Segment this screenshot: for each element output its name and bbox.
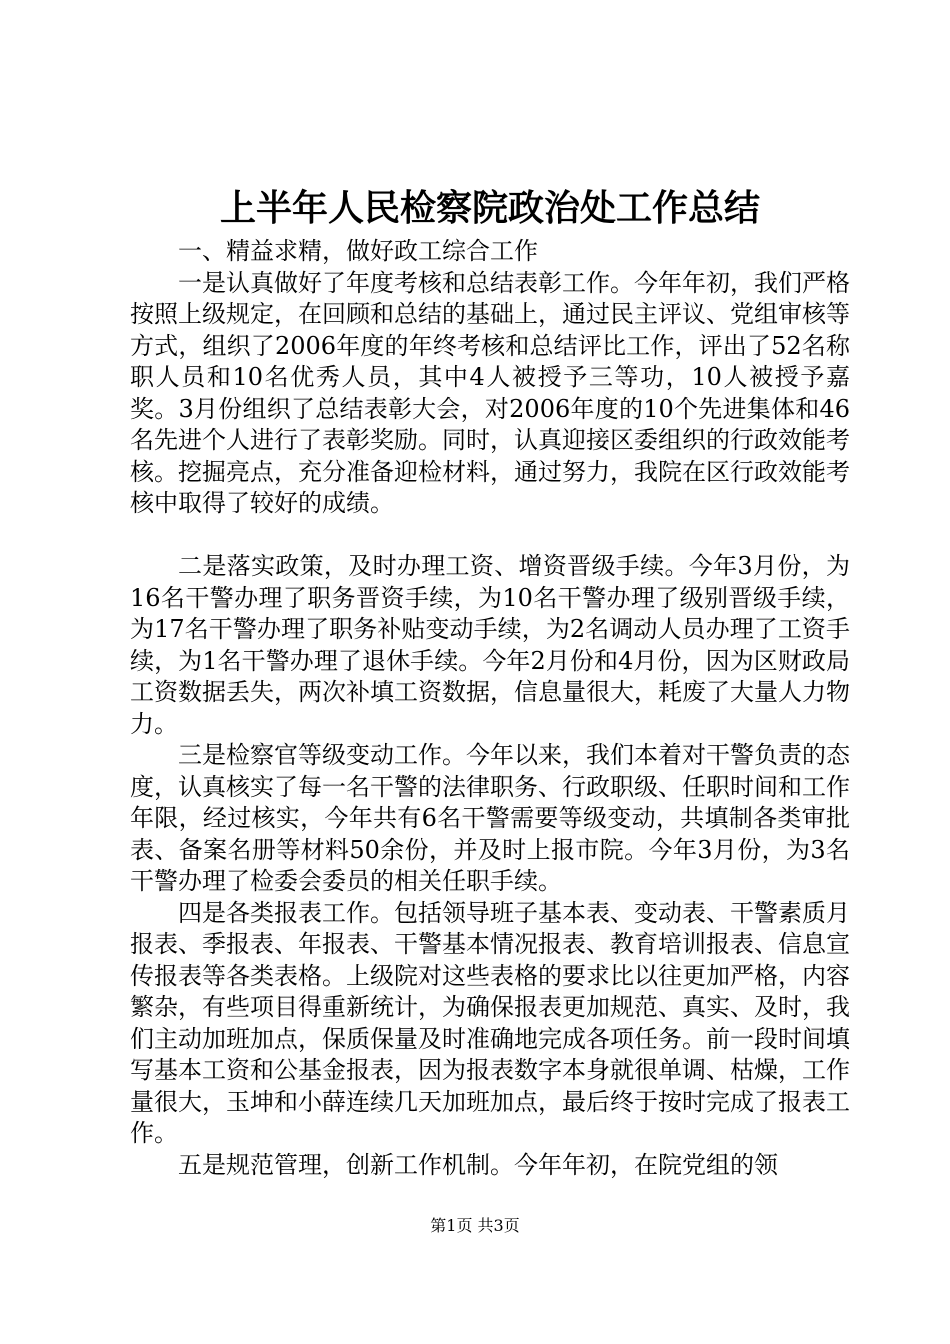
paragraph-3: 三是检察官等级变动工作。今年以来，我们本着对干警负责的态度，认真核实了每一名干警的法律职务、行政职级、任职时间和工作年限，经过核实，今年共有6名干警需要等级变动，共填制各类审批表、备案名册等材料50余份，并及时上报市院。今年3月份，为3名干警办理了检委会委员的相关任职手续。 <box>130 741 850 895</box>
document-page <box>130 182 850 1181</box>
document-title: 上半年人民检察院政治处工作总结 <box>219 188 760 229</box>
paragraph-2: 二是落实政策，及时办理工资、增资晋级手续。今年3月份，为16名干警办理了职务晋资手续，为10名干警办理了级别晋级手续，为17名干警办理了职务补贴变动手续，为2名调动人员办理了工资手续，为1名干警办理了退休手续。今年2月份和4月份，因为区财政局工资数据丢失，两次补填工资数据，信息量很大，耗废了大量人力物力。 <box>130 552 850 738</box>
section-heading: 一、精益求精，做好政工综合工作 <box>178 237 538 265</box>
page-footer: 第1页 共3页 <box>430 1216 520 1235</box>
paragraph-4: 四是各类报表工作。包括领导班子基本表、变动表、干警素质月报表、季报表、年报表、干警基本情况报表、教育培训报表、信息宣传报表等各类表格。上级院对这些表格的要求比以往更加严格，内容繁杂，有些项目得重新统计，为确保报表更加规范、真实、及时，我们主动加班加点，保质保量及时准确地完成各项任务。前一段时间填写基本工资和公基金报表，因为报表数字本身就很单调、枯燥，工作量很大，玉坤和小薛连续几天加班加点，最后终于按时完成了报表工作。 <box>130 898 850 1147</box>
paragraph-5: 五是规范管理，创新工作机制。今年年初，在院党组的领 <box>178 1150 778 1179</box>
paragraph-1: 一是认真做好了年度考核和总结表彰工作。今年年初，我们严格按照上级规定，在回顾和总结的基础上，通过民主评议、党组审核等方式，组织了2006年度的年终考核和总结评比工作，评出了52名称职人员和10名优秀人员，其中4人被授予三等功，10人被授予嘉奖。3月份组织了总结表彰大会，对2006年度的10个先进集体和46名先进个人进行了表彰奖励。同时，认真迎接区委组织的行政效能考核。挖掘亮点，充分准备迎检材料，通过努力，我院在区行政效能考核中取得了较好的成绩。 <box>130 268 850 517</box>
